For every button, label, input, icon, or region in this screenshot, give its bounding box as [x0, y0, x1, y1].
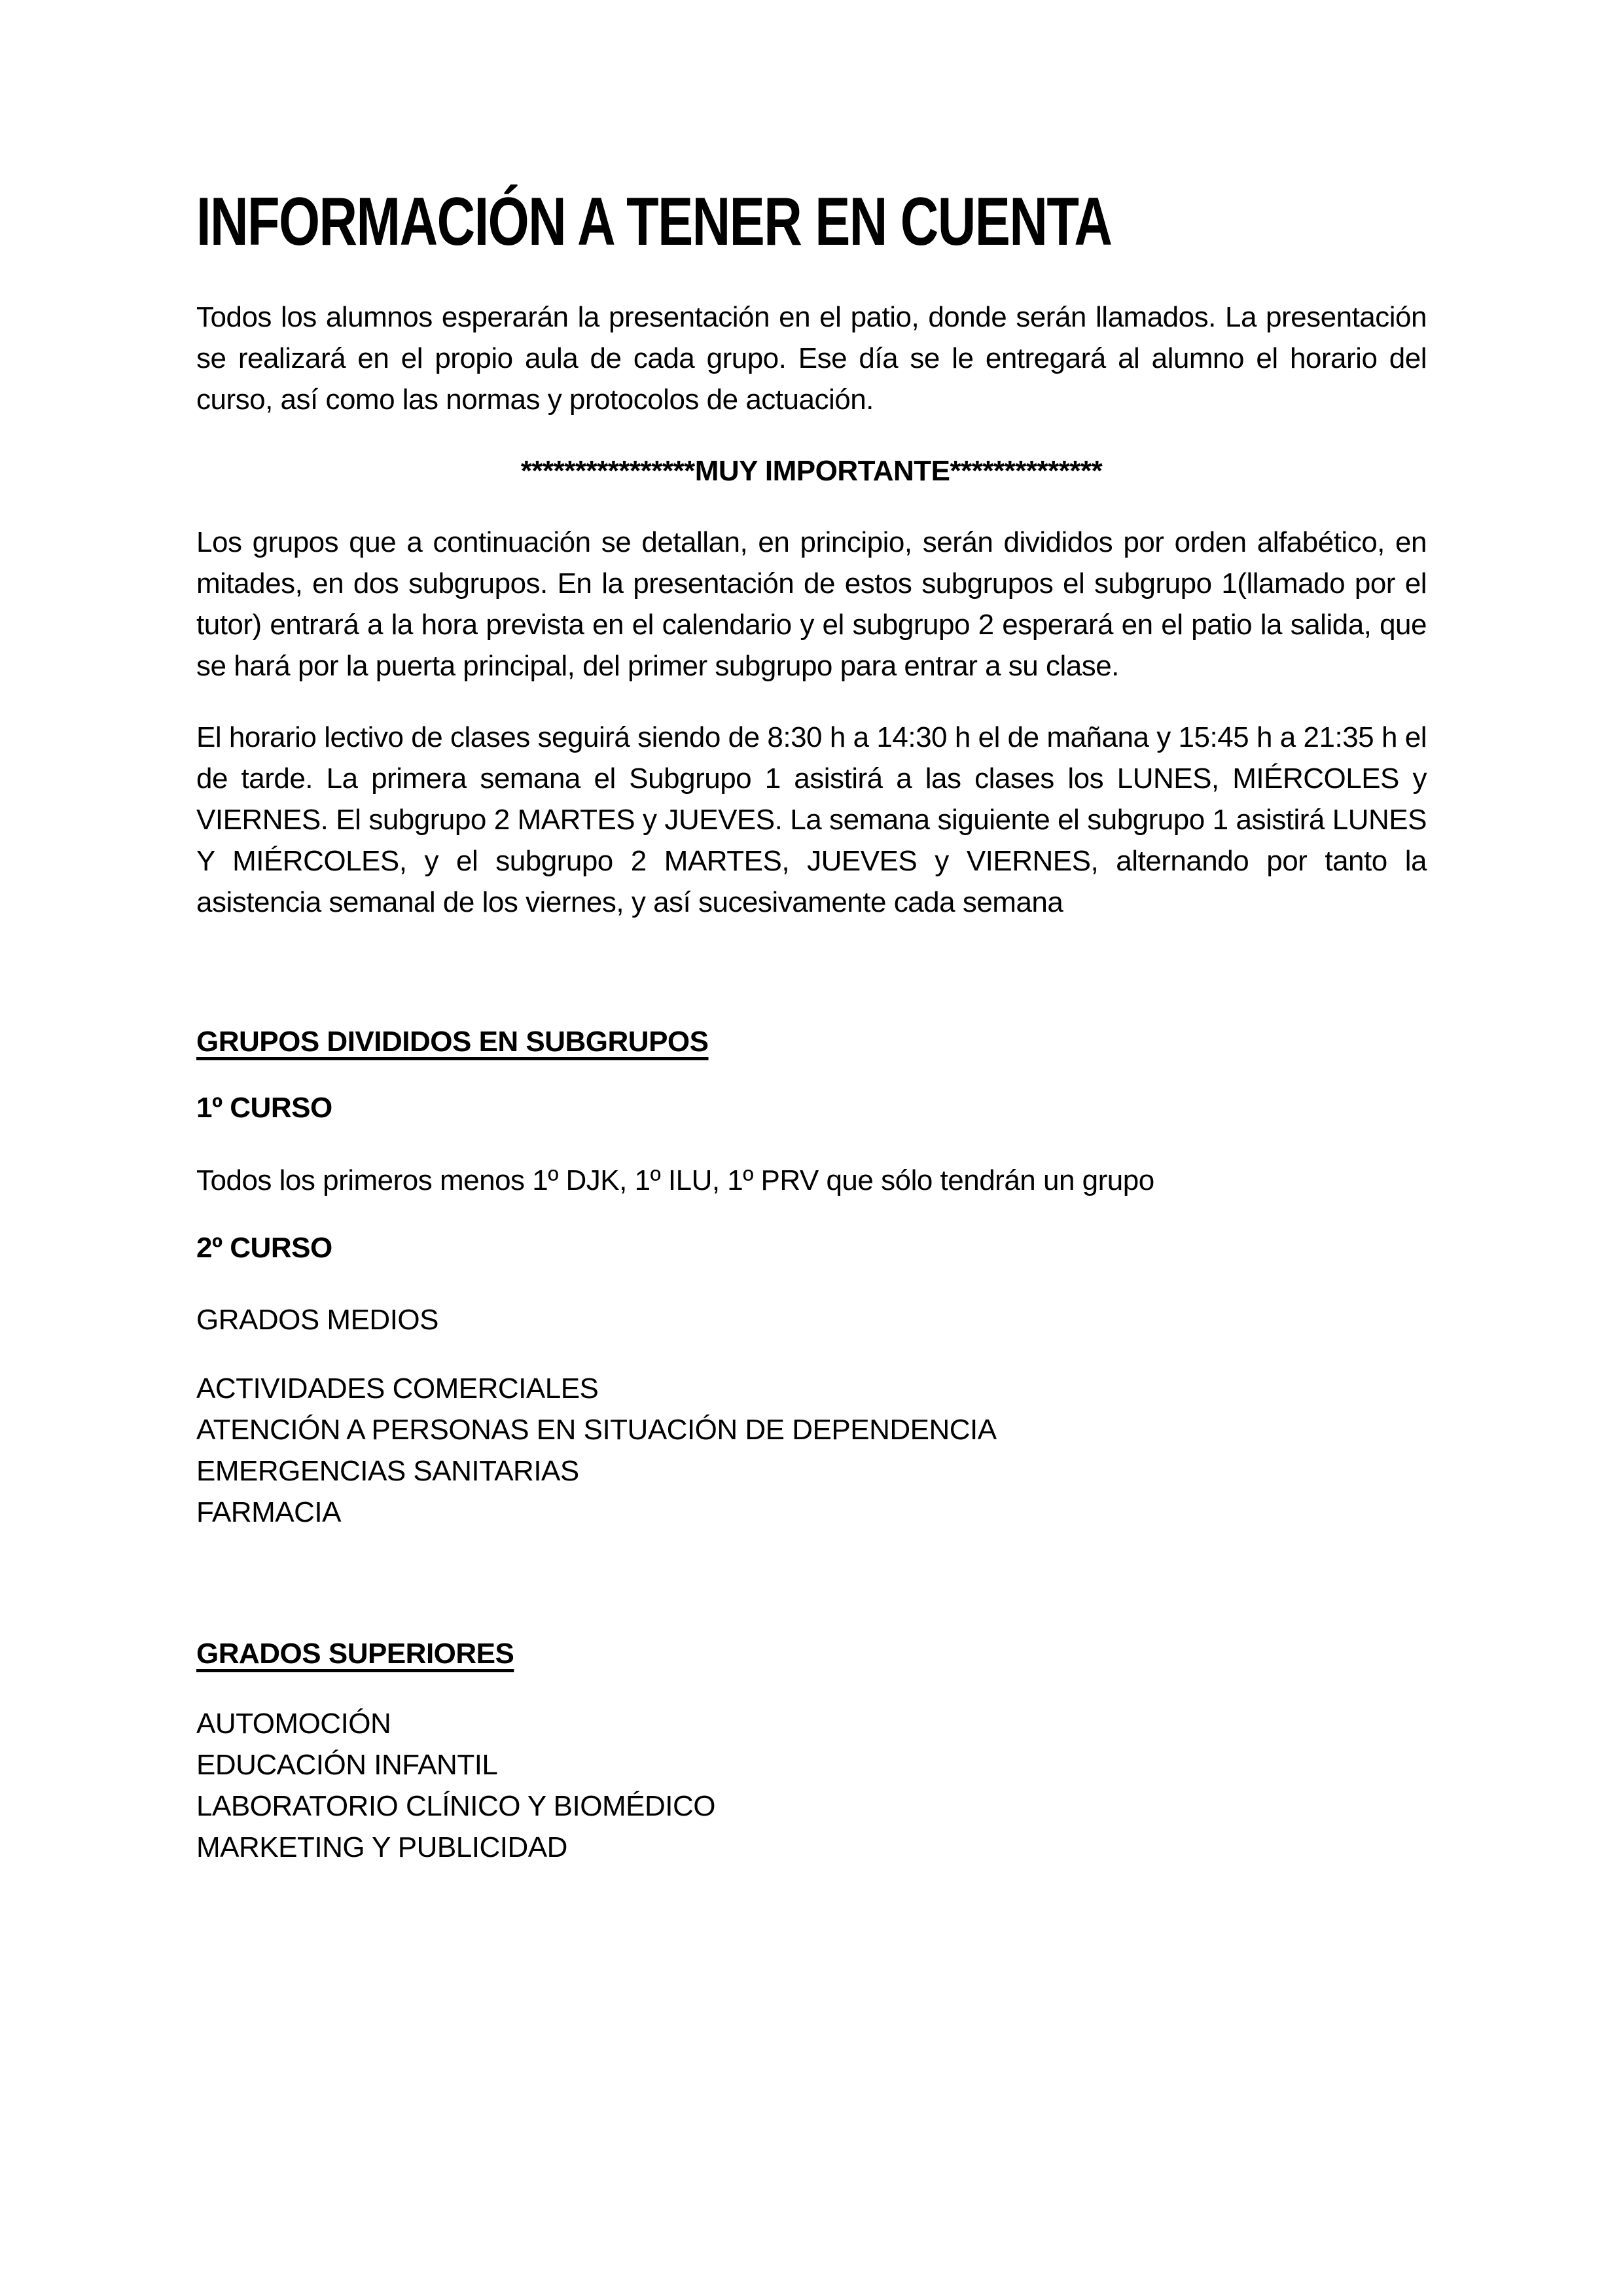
grados-superiores-heading-text: GRADOS SUPERIORES	[196, 1638, 514, 1670]
list-item: ATENCIÓN A PERSONAS EN SITUACIÓN DE DEPENDENCIA	[196, 1414, 997, 1446]
curso-1-heading: 1º CURSO	[196, 1092, 332, 1124]
schedule-paragraph: El horario lectivo de clases seguirá siendo de 8:30 h a 14:30 h el de mañana y 15:45 h a 21:35 h el de tarde. La primera semana el Subgrupo 1 asistirá a las clases los LUNES, MIÉRCOLES y VIERNES. El subgrupo 2 MARTES y JUEVES. La semana siguiente el subgrupo 1 asistirá LUNES Y MIÉRCOLES, y el subgrupo 2 MARTES, JUEVES y VIERNES, alternando por tanto la asistencia semanal de los viernes, y así sucesivamente cada semana	[196, 721, 1427, 918]
subgroups-paragraph: Los grupos que a continuación se detallan, en principio, serán divididos por orden alfabético, en mitades, en dos subgrupos. En la presentación de estos subgrupos el subgrupo 1(llamado por el tutor) entrará a la hora prevista en el calendario y el subgrupo 2 esperará en el patio la salida, que se hará por la puerta principal, del primer subgrupo para entrar a su clase.	[196, 526, 1427, 682]
grados-medios-label: GRADOS MEDIOS	[196, 1304, 438, 1336]
page-title-text: INFORMACIÓN A TENER EN CUENTA	[196, 184, 1112, 260]
curso-1-text: Todos los primeros menos 1º DJK, 1º ILU, 1º PRV que sólo tendrán un grupo	[196, 1164, 1154, 1196]
list-item: AUTOMOCIÓN	[196, 1708, 391, 1740]
important-notice-line: ****************MUY IMPORTANTE**************	[520, 455, 1103, 487]
grados-superiores-list	[196, 1703, 1427, 1868]
grados-superiores-heading	[196, 1633, 1427, 1674]
list-item: EDUCACIÓN INFANTIL	[196, 1749, 498, 1781]
curso-2-heading: 2º CURSO	[196, 1232, 332, 1264]
page-title	[196, 184, 1427, 260]
grados-medios-list	[196, 1368, 1427, 1533]
list-item: LABORATORIO CLÍNICO Y BIOMÉDICO	[196, 1790, 715, 1822]
list-item: FARMACIA	[196, 1496, 341, 1528]
groups-divided-heading-text: GRUPOS DIVIDIDOS EN SUBGRUPOS	[196, 1026, 709, 1058]
groups-divided-heading	[196, 1021, 1427, 1062]
list-item: EMERGENCIAS SANITARIAS	[196, 1455, 579, 1487]
intro-paragraph: Todos los alumnos esperarán la presentación en el patio, donde serán llamados. La presentación se realizará en el propio aula de cada grupo. Ese día se le entregará al alumno el horario del curso, así como las normas y protocolos de actuación.	[196, 301, 1427, 416]
list-item: MARKETING Y PUBLICIDAD	[196, 1831, 567, 1863]
list-item: ACTIVIDADES COMERCIALES	[196, 1372, 599, 1405]
